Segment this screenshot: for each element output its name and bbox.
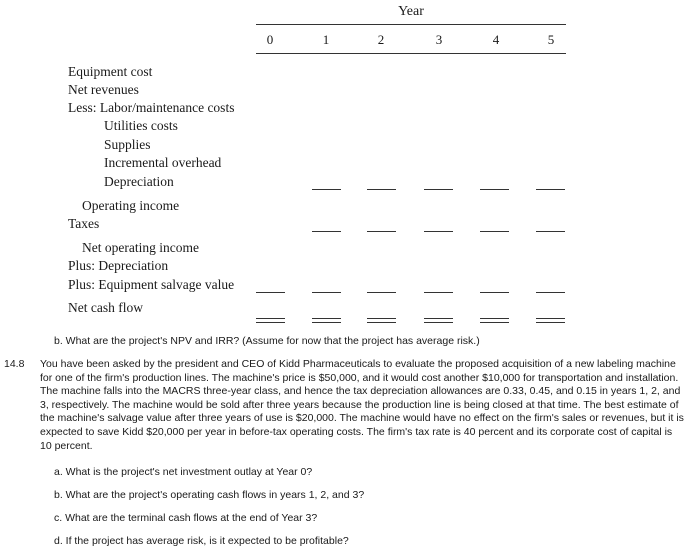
row-utilities: Utilities costs	[104, 118, 178, 133]
question-c: c. What are the terminal cash flows at the end of Year 3?	[54, 512, 318, 524]
double-rule	[536, 318, 565, 323]
blank-line[interactable]	[256, 292, 285, 293]
double-rule	[424, 318, 453, 323]
blank-line[interactable]	[424, 189, 453, 190]
year-columns	[0, 32, 700, 52]
problem-line: You have been asked by the president and CEO of Kidd Pharmaceuticals to evaluate the proposed acquisition of a new labeling machine	[40, 358, 676, 370]
problem-line: The machine falls into the MACRS three-year class, and hence the tax depreciation allowances are 0.33, 0.45, and 0.15 in years 1, 2, and	[40, 385, 681, 398]
year-header: Year	[398, 4, 424, 19]
blank-line[interactable]	[367, 292, 396, 293]
problem-line: expected to save Kidd $20,000 per year in before-tax operating costs. The firm's tax rate is 40 percent and its corporate cost of capital is	[40, 425, 673, 438]
year-header-rule	[256, 24, 566, 25]
problem-line: the machine's salvage value after three years of use is $20,000. The machine would have no effect on the firm's sales or revenues, but it is	[40, 412, 684, 425]
blank-line[interactable]	[536, 231, 565, 232]
year-columns-rule	[256, 53, 566, 54]
question-a: a. What is the project's net investment outlay at Year 0?	[54, 466, 313, 478]
row-net-cash-flow: Net cash flow	[68, 300, 143, 315]
blank-line[interactable]	[424, 292, 453, 293]
blank-line[interactable]	[536, 189, 565, 190]
row-plus-depreciation: Plus: Depreciation	[68, 258, 169, 273]
problem-line: 3, respectively. The machine would be sold after three years because the production line is being closed at that time. The best estimate of	[40, 398, 679, 411]
year-5: 5	[547, 32, 555, 47]
year-0: 0	[266, 32, 274, 47]
double-rule	[367, 318, 396, 323]
question-b: b. What are the project's operating cash flows in years 1, 2, and 3?	[54, 489, 365, 501]
year-3: 3	[435, 32, 443, 47]
previous-question-b: b. What are the project's NPV and IRR? (Assume for now that the project has average risk.)	[54, 335, 480, 347]
row-operating-income: Operating income	[82, 198, 180, 213]
problem-text	[40, 358, 690, 453]
blank-line[interactable]	[312, 292, 341, 293]
blank-line[interactable]	[367, 189, 396, 190]
blank-line[interactable]	[424, 231, 453, 232]
row-net-operating-income: Net operating income	[82, 240, 199, 255]
year-1: 1	[322, 32, 330, 47]
row-incremental-overhead: Incremental overhead	[104, 155, 222, 170]
blank-line[interactable]	[367, 231, 396, 232]
year-4: 4	[492, 32, 500, 47]
blank-line[interactable]	[480, 292, 509, 293]
row-labor-maintenance: Less: Labor/maintenance costs	[68, 100, 235, 115]
row-plus-salvage-value: Plus: Equipment salvage value	[68, 277, 235, 292]
double-rule	[256, 318, 285, 323]
question-d: d. If the project has average risk, is it expected to be profitable?	[54, 535, 349, 547]
row-net-revenues: Net revenues	[68, 82, 139, 97]
blank-line[interactable]	[480, 189, 509, 190]
blank-line[interactable]	[480, 231, 509, 232]
problem-line: 10 percent.	[40, 439, 93, 452]
double-rule	[480, 318, 509, 323]
blank-line[interactable]	[312, 231, 341, 232]
row-supplies: Supplies	[104, 137, 151, 152]
blank-line[interactable]	[536, 292, 565, 293]
row-depreciation: Depreciation	[104, 174, 174, 189]
blank-line[interactable]	[312, 189, 341, 190]
problem-line: for one of the firm's production lines. The machine's price is $50,000, and it would cost another $10,000 for transportation and installation.	[40, 371, 679, 384]
row-taxes: Taxes	[68, 216, 100, 231]
year-2: 2	[377, 32, 385, 47]
double-rule	[312, 318, 341, 323]
row-equipment-cost: Equipment cost	[68, 64, 153, 79]
problem-number: 14.8	[4, 358, 25, 370]
